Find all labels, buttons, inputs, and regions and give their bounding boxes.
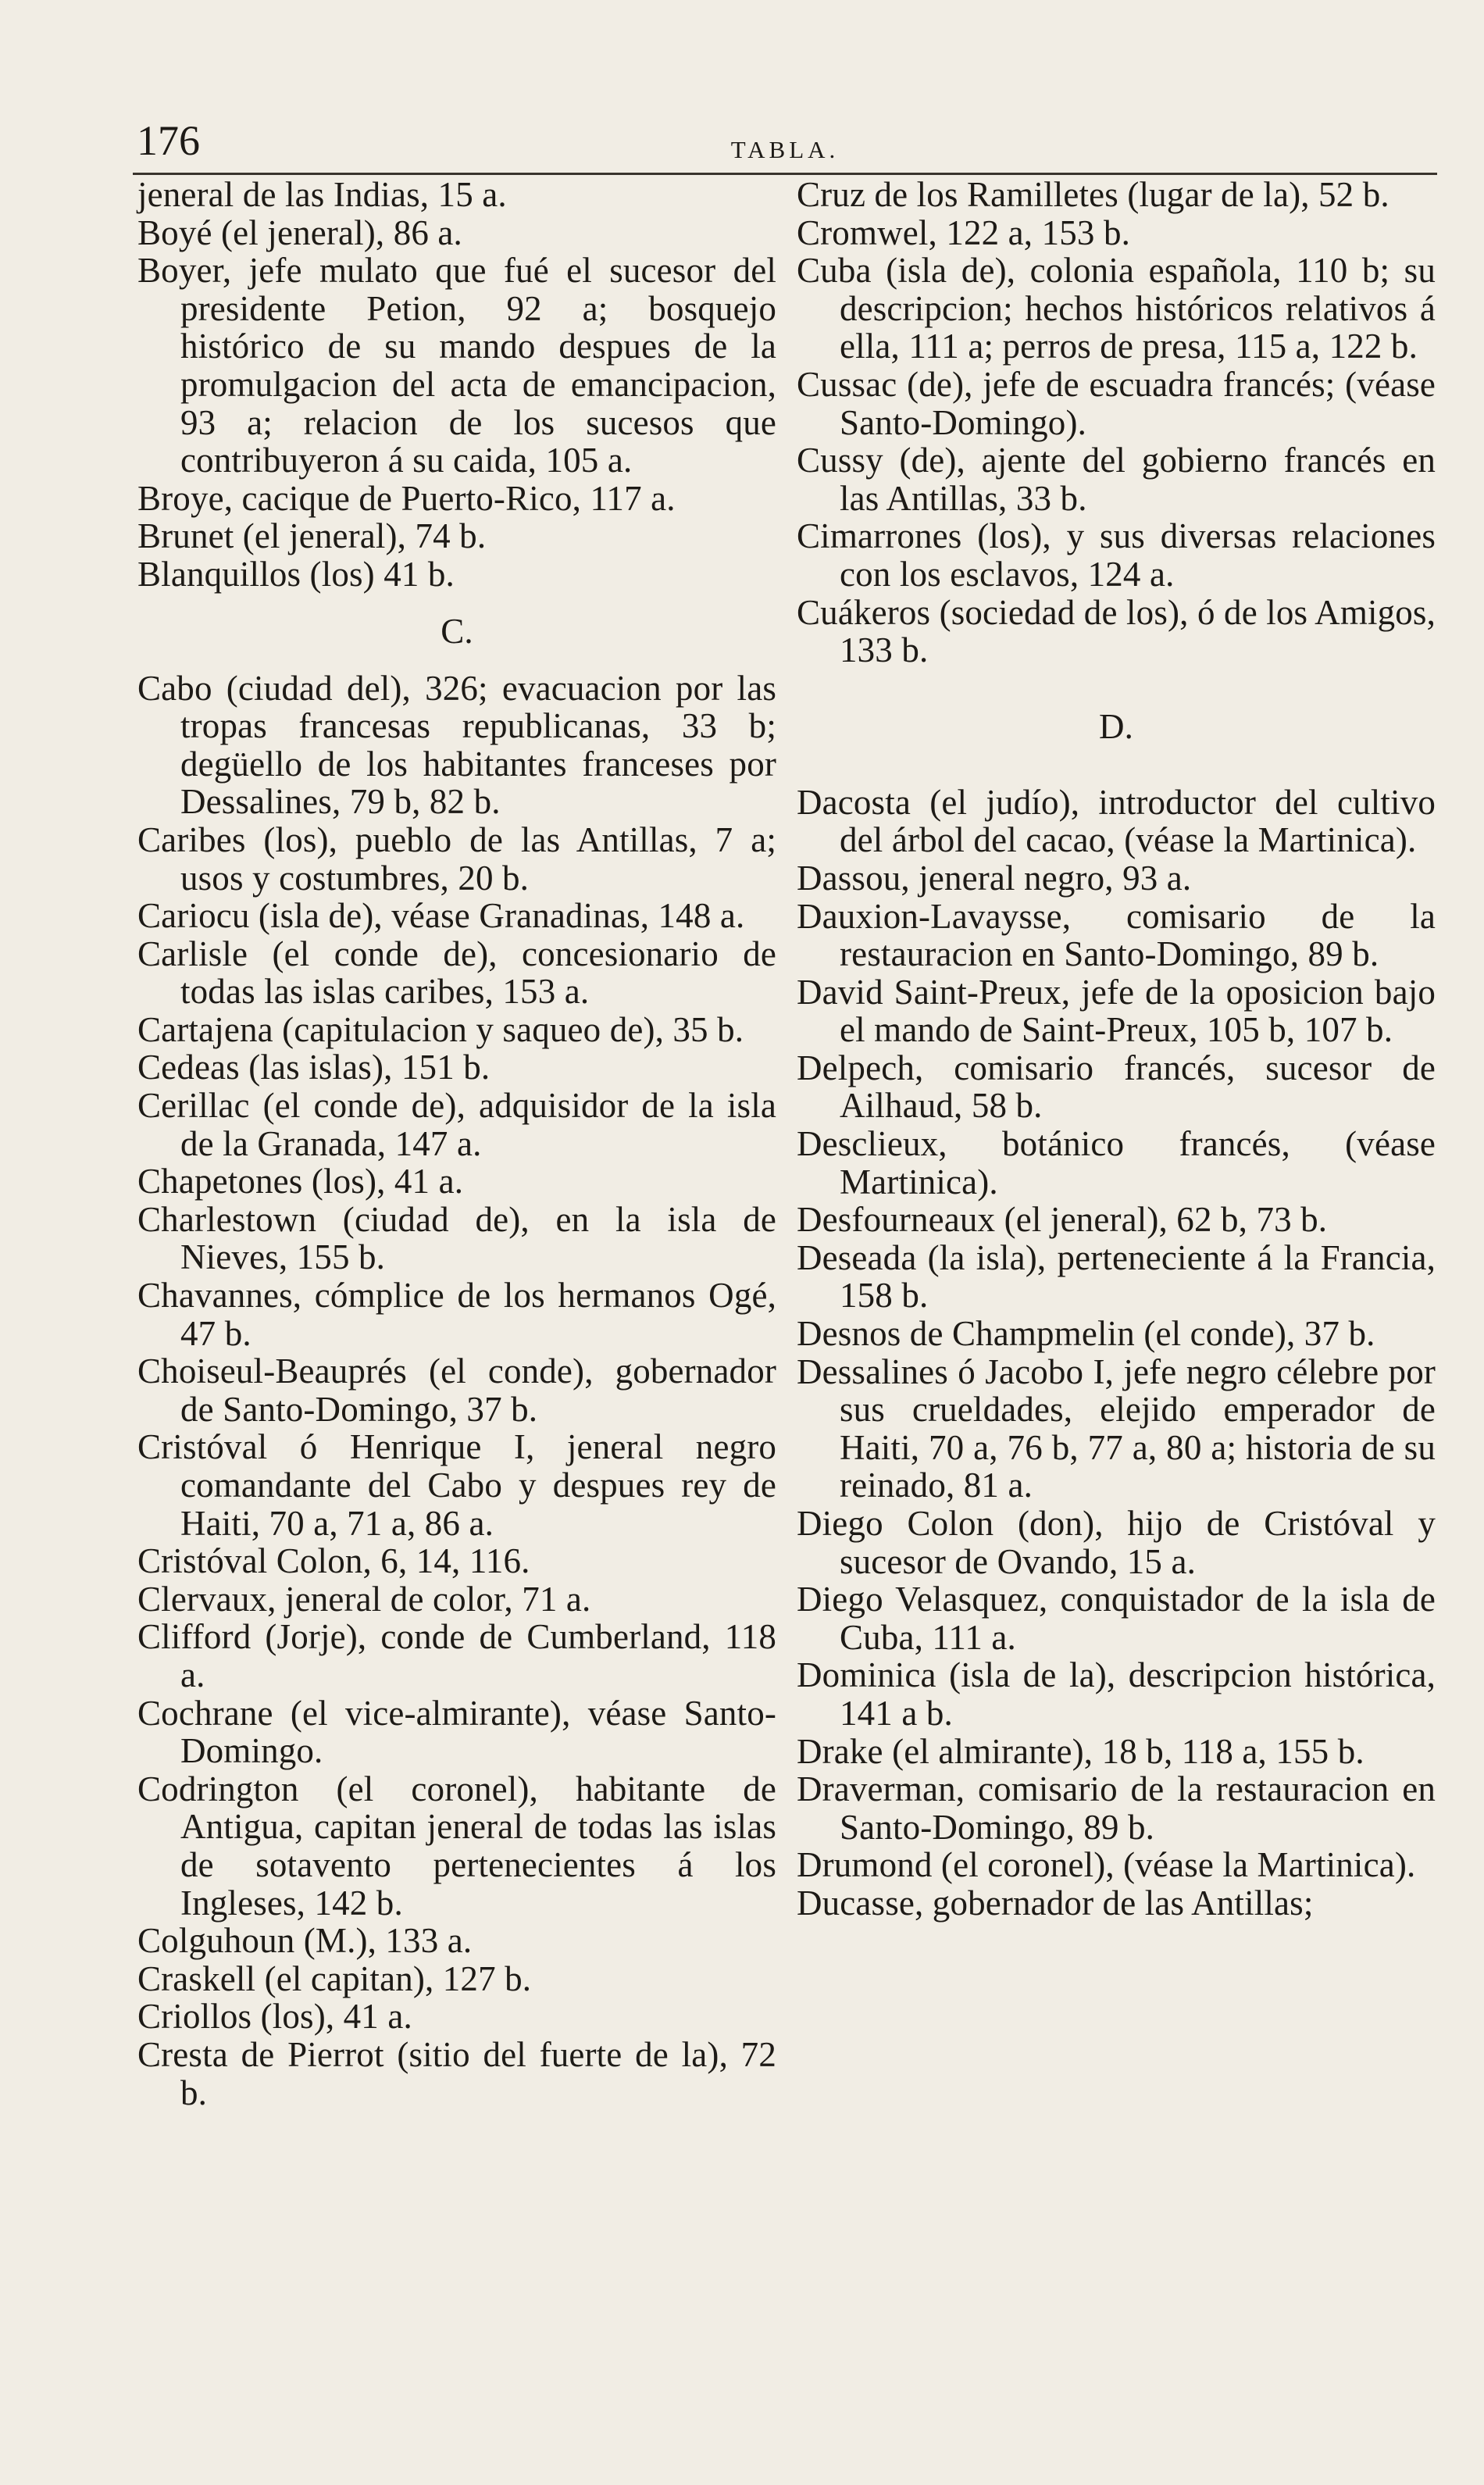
- index-entry: Cruz de los Ramilletes (lugar de la), 52 b.: [797, 175, 1389, 214]
- left-column: [137, 176, 776, 2112]
- index-entry: Caribes (los), pueblo de las Antillas, 7 a; usos y costumbres, 20 b.: [137, 819, 776, 898]
- index-entry: Dauxion-Lavaysse, comisario de la restauracion en Santo-Domingo, 89 b.: [797, 896, 1436, 974]
- index-entry: Craskell (el capitan), 127 b.: [137, 1958, 532, 1998]
- index-entry: Ducasse, gobernador de las Antillas;: [797, 1883, 1314, 1923]
- right-column: [797, 176, 1436, 1923]
- index-entry: Cristóval ó Henrique I, jeneral negro comandante del Cabo y despues rey de Haiti, 70 a, 71 a, 86 a.: [137, 1427, 776, 1543]
- index-entry: Dessalines ó Jacobo I, jefe negro célebre por sus crueldades, elejido emperador de Haiti, 70 a, 76 b, 77 a, 80 a; historia de su reinado, 81 a.: [797, 1351, 1436, 1505]
- index-entry: Desfourneaux (el jeneral), 62 b, 73 b.: [797, 1200, 1328, 1240]
- index-entry: Cerillac (el conde de), adquisidor de la isla de la Granada, 147 a.: [137, 1086, 776, 1163]
- index-entry: Colguhoun (M.), 133 a.: [137, 1921, 473, 1961]
- index-entry: Cromwel, 122 a, 153 b.: [797, 212, 1130, 252]
- index-entry: Cabo (ciudad del), 326; evacuacion por las tropas francesas republicanas, 33 b; degüello de los habitantes franceses por Dessalines, 79 b, 82 b.: [137, 668, 776, 822]
- index-entry: Cussac (de), jefe de escuadra francés; (véase Santo-Domingo).: [797, 364, 1436, 442]
- index-entry: Cedeas (las islas), 151 b.: [137, 1048, 491, 1087]
- index-entry: Desclieux, botánico francés, (véase Martinica).: [797, 1124, 1436, 1201]
- index-entry: Boyé (el jeneral), 86 a.: [137, 212, 462, 252]
- index-entry: Cresta de Pierrot (sitio del fuerte de la), 72 b.: [137, 2034, 776, 2112]
- index-entry: Boyer, jefe mulato que fué el sucesor del presidente Petion, 92 a; bosquejo histórico de su mando despues de la promulgacion del acta de emancipacion, 93 a; relacion de los sucesos que contribuyeron á su caida, 105 a.: [137, 251, 776, 480]
- index-entry: Codrington (el coronel), habitante de Antigua, capitan jeneral de todas las islas de sotavento pertenecientes á los Ingleses, 142 b.: [137, 1769, 776, 1923]
- index-entry: Draverman, comisario de la restauracion en Santo-Domingo, 89 b.: [797, 1769, 1436, 1847]
- index-entry: Carlisle (el conde de), concesionario de todas las islas caribes, 153 a.: [137, 934, 776, 1012]
- section-letter-c: C.: [441, 611, 473, 651]
- index-entry: Cimarrones (los), y sus diversas relaciones con los esclavos, 124 a.: [797, 516, 1436, 594]
- index-entry: Cussy (de), ajente del gobierno francés en las Antillas, 33 b.: [797, 441, 1436, 518]
- index-entry: Cuákeros (sociedad de los), ó de los Amigos, 133 b.: [797, 592, 1436, 670]
- index-entry: Chavannes, cómplice de los hermanos Ogé, 47 b.: [137, 1276, 776, 1353]
- index-entry: Delpech, comisario francés, sucesor de Ailhaud, 58 b.: [797, 1048, 1436, 1126]
- index-entry: Dacosta (el judío), introductor del cultivo del árbol del cacao, (véase la Martinica).: [797, 782, 1436, 860]
- index-entry: Cristóval Colon, 6, 14, 116.: [137, 1541, 530, 1581]
- index-entry: Broye, cacique de Puerto-Rico, 117 a.: [137, 478, 676, 518]
- index-entry: Cuba (isla de), colonia española, 110 b; su descripcion; hechos históricos relativos á ella, 111 a; perros de presa, 115 a, 122 b.: [797, 251, 1436, 366]
- index-entry: Drumond (el coronel), (véase la Martinica).: [797, 1845, 1416, 1885]
- index-entry: Charlestown (ciudad de), en la isla de Nieves, 155 b.: [137, 1199, 776, 1277]
- index-entry: Chapetones (los), 41 a.: [137, 1162, 464, 1201]
- index-entry: Desnos de Champmelin (el conde), 37 b.: [797, 1314, 1375, 1354]
- index-entry: Cochrane (el vice-almirante), véase Santo-Domingo.: [137, 1693, 776, 1771]
- page-number: 176: [137, 117, 200, 164]
- index-entry: jeneral de las Indias, 15 a.: [137, 175, 507, 214]
- index-entry: Dominica (isla de la), descripcion histórica, 141 a b.: [797, 1655, 1436, 1733]
- index-entry: Clifford (Jorje), conde de Cumberland, 118 a.: [137, 1617, 776, 1694]
- index-entry: Cariocu (isla de), véase Granadinas, 148 a.: [137, 896, 745, 936]
- section-letter-d: D.: [1098, 706, 1134, 746]
- running-title: TABLA.: [730, 136, 840, 163]
- index-entry: Blanquillos (los) 41 b.: [137, 554, 455, 594]
- index-entry: David Saint-Preux, jefe de la oposicion bajo el mando de Saint-Preux, 105 b, 107 b.: [797, 972, 1436, 1050]
- index-entry: Criollos (los), 41 a.: [137, 1997, 412, 2037]
- index-entry: Deseada (la isla), perteneciente á la Francia, 158 b.: [797, 1237, 1436, 1316]
- index-entry: Diego Colon (don), hijo de Cristóval y sucesor de Ovando, 15 a.: [797, 1504, 1436, 1581]
- index-entry: Cartajena (capitulacion y saqueo de), 35 b.: [137, 1009, 744, 1049]
- index-entry: Diego Velasquez, conquistador de la isla de Cuba, 111 a.: [797, 1580, 1436, 1657]
- index-entry: Choiseul-Beauprés (el conde), gobernador de Santo-Domingo, 37 b.: [137, 1351, 776, 1429]
- index-entry: Drake (el almirante), 18 b, 118 a, 155 b.: [797, 1731, 1364, 1771]
- index-entry: Clervaux, jeneral de color, 71 a.: [137, 1579, 591, 1619]
- index-entry: Brunet (el jeneral), 74 b.: [137, 516, 487, 556]
- index-entry: Dassou, jeneral negro, 93 a.: [797, 858, 1192, 898]
- page-header: [133, 117, 1437, 180]
